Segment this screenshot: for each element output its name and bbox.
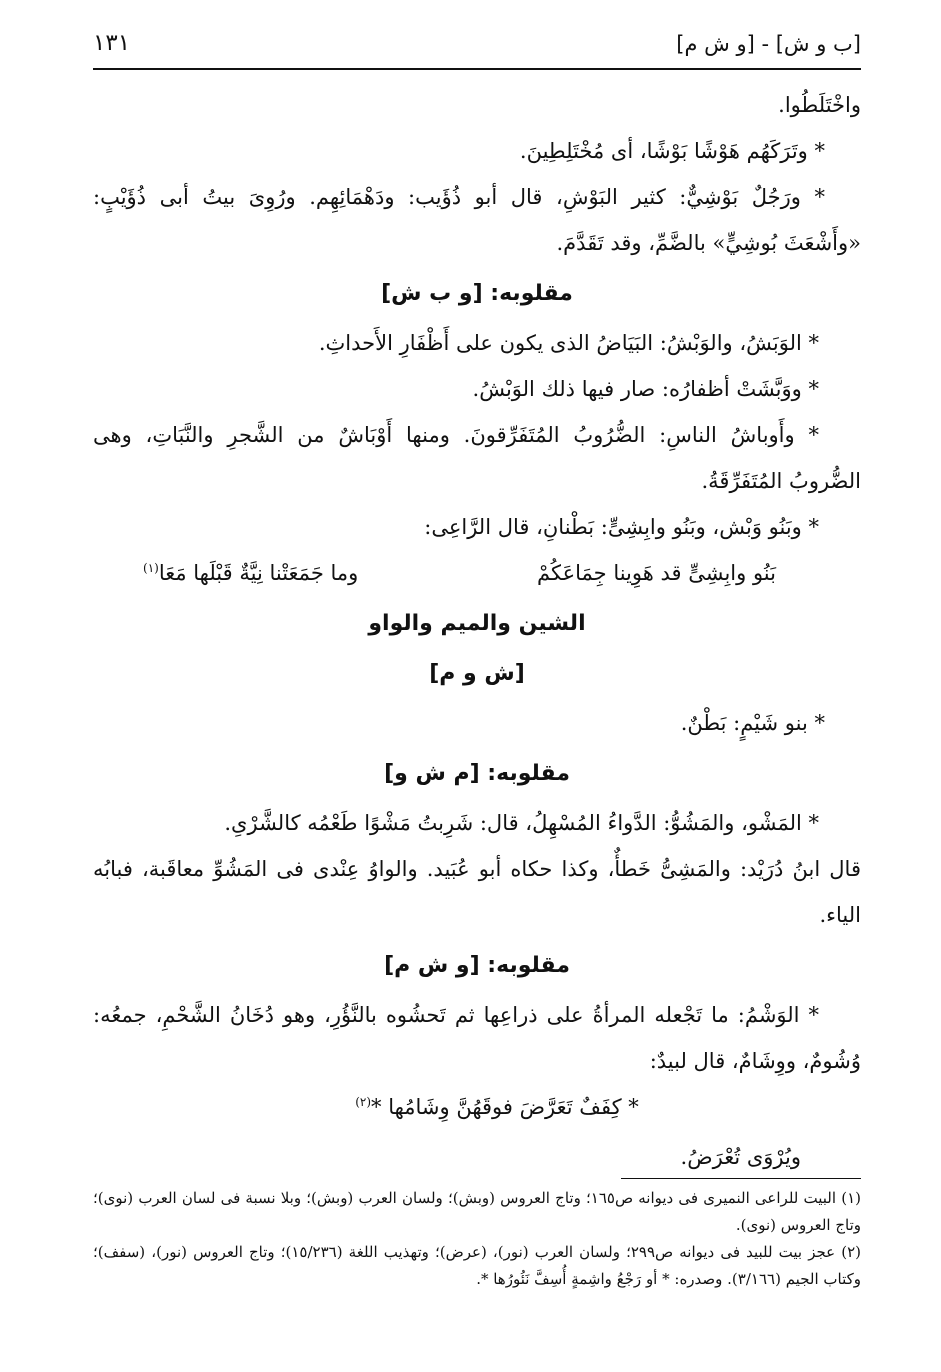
entry-line: * الوَشْمُ: ما تَجْعله المرأةُ على ذراعِها ثم تَحشُوه بالنَّؤُرِ، وهو دُخَانُ الشَّحْمِ، جمعُه: وُشُومٌ، ووِشَامٌ، قال لبيدٌ: — [93, 1003, 861, 1073]
entry-line: * وأَوباشُ الناسِ: الضُّرُوبُ المُتَفَرِّقونَ. ومنها أَوْبَاشٌ من الشَّجرِ والنَّبَاتِ، وهى الضُّروبُ المُتَفَرِّقَةُ. — [93, 423, 861, 493]
entry-line: * ورَجُلٌ بَوْشِيٌّ: كثير البَوْشِ، قال أبو ذُؤَيب: ودَهْمَائِهِم. ورُوِىَ بيتُ أبى ذُؤَيْبٍ: «وأَشْعَثَ بُوشِيٍّ» بالضَّمِّ، وقد تَقَدَّمَ. — [93, 185, 861, 255]
entry-line: * المَشْو، والمَشُوُّ: الدَّواءُ المُسْهِلُ، قال: شَرِبتُ مَشْوًا طَعْمُه كالشَّرْىِ. — [224, 811, 819, 835]
section-range: [ب و ش] - [و ش م] — [676, 32, 861, 56]
text-line: واخْتَلَطُوا. — [778, 93, 861, 117]
verse-line — [93, 550, 861, 596]
subheading-wbsh: مقلوبه: [و ب ش] — [381, 281, 573, 306]
footnote-marker: (١) — [143, 561, 159, 575]
page-number: ١٣١ — [93, 30, 131, 56]
verse-hemistich-second: وما جَمَعَتْنا نِيَّةٌ قَبْلَها مَعَا$^{(١)}$ — [143, 561, 359, 585]
footnote-1: (١) البيت للراعى النميرى فى ديوانه ص١٦٥؛ وتاج العروس (وبش)؛ ولسان العرب (وبش)؛ وبلا نسبة فى لسان العرب (نوى)؛ وتاج العروس (نوى). — [93, 1189, 861, 1234]
main-text — [93, 82, 861, 1180]
page-header — [93, 28, 861, 70]
subheading-wshm: مقلوبه: [و ش م] — [384, 953, 570, 978]
entry-line: * الوَبَشُ، والوَبْشُ: البَيَاضُ الذى يكون على أَظْفَارِ الأَحداثِ. — [318, 331, 819, 355]
entry-line: ويُرْوَى تُعْرَضُ. — [680, 1145, 801, 1169]
entry-line: * وبَنُو وَبْش، وبَنُو وابِشِىٍّ: بَطْنانِ، قال الرَّاعِى: — [424, 515, 819, 539]
footnote-marker: (٢) — [355, 1095, 372, 1109]
verse-line: * كِفَفٌ تَعَرَّضَ فوقَهُنَّ وِشَامُها *$^{(٢)}$ — [355, 1095, 639, 1119]
footnotes — [93, 1178, 861, 1293]
footnote-2: (٢) عجز بيت للبيد فى ديوانه ص٢٩٩؛ ولسان العرب (نور)، (عرض)؛ وتهذيب اللغة (١٥/٢٣٦)؛ وتاج العروس (نور)، (سفف)؛ وكتاب الجيم (٣/١٦٦). وصدره: * أو رَجْعُ واشِمةٍ أُسِفَّ نَئُورُها *. — [93, 1243, 861, 1288]
chapter-heading: الشين والميم والواو — [368, 611, 586, 636]
entry-line: * وتَرَكَهُم هَوْشًا بَوْشًا، أى مُخْتَلِطِينَ. — [519, 139, 825, 163]
root-heading: [ش و م] — [429, 661, 525, 686]
entry-line: * بنو شَيْمٍ: بَطْنٌ. — [680, 711, 825, 735]
entry-line: قال ابنُ دُرَيْد: والمَشِىُّ خَطأٌ، وكذا حكاه أبو عُبَيد. والواوُ عِنْدى فى المَشُوِّ معاقَبة، فبابُه الياء. — [93, 857, 861, 927]
subheading-mshw: مقلوبه: [م ش و] — [384, 761, 570, 786]
entry-line: * ووَبَّشَتْ أظفارُه: صار فيها ذلك الوَبْشُ. — [472, 377, 819, 401]
footnote-rule — [621, 1178, 861, 1179]
verse-hemistich-first: بَنُو وابِشِىٍّ قد هَوِينا جِمَاعَكُمْ — [537, 561, 776, 585]
